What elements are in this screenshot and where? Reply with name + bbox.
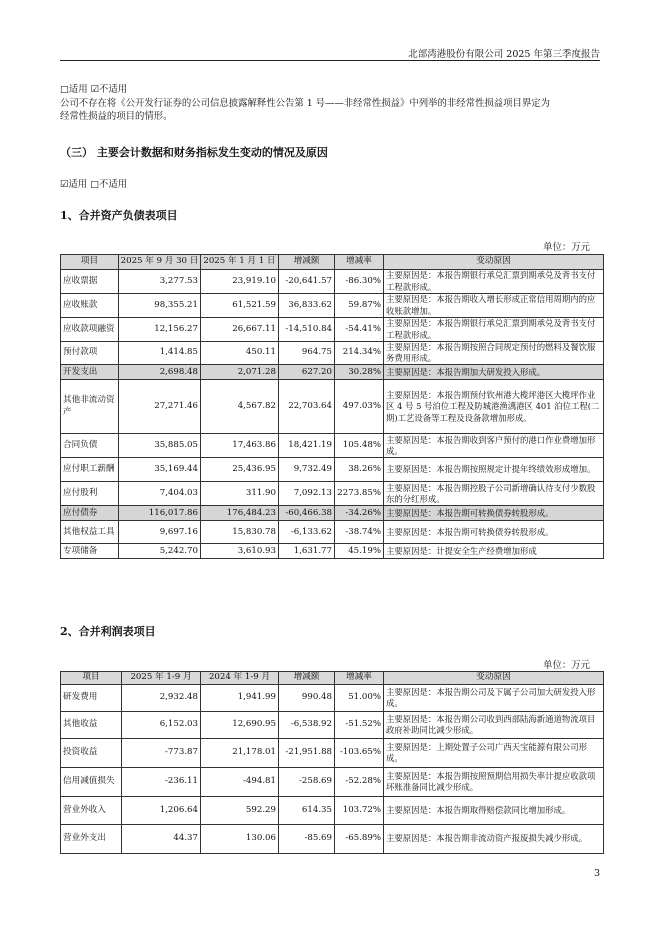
row-prior-value: 61,521.59 [201,294,279,318]
row-prior-value: 25,436.95 [201,458,279,482]
row-reason: 主要原因是：本报告期可转换债券转股形成。 [384,521,604,544]
balance-sheet-title: 1、合并资产负债表项目 [60,209,178,222]
row-reason: 主要原因是：本报告期银行承兑汇票到期承兑及背书支付工程款形成。 [384,270,604,294]
table-row [61,342,604,365]
row-reason: 主要原因是：计提安全生产经费增加形成 [384,544,604,559]
page-number: 3 [593,868,600,879]
column-header: 增减率 [335,255,384,270]
row-change-rate: 105.48% [335,434,384,458]
row-change-rate: 51.00% [335,685,384,712]
row-prior-value: 592.29 [201,797,279,825]
table-header-row [61,672,604,685]
row-item: 应收票据 [61,270,119,294]
table-row [61,685,604,712]
row-reason: 主要原因是：本报告期按照规定计提年终绩效形成增加。 [384,458,604,482]
column-header: 变动原因 [384,672,604,685]
section-3-title: （三） 主要会计数据和财务指标发生变动的情况及原因 [60,146,328,159]
table-row [61,270,604,294]
row-change-amount: 614.35 [279,797,335,825]
row-change-amount: -6,538.92 [279,712,335,739]
row-item: 应收款项融资 [61,318,119,342]
column-header: 增减额 [279,255,335,270]
nonrecurring-applicability: □适用 ☑不适用 [60,84,128,95]
row-prior-value: 2,071.28 [201,365,279,380]
row-current-value: 1,206.64 [122,797,201,825]
row-prior-value: 17,463.86 [201,434,279,458]
row-change-rate: 59.87% [335,294,384,318]
row-change-amount: 990.48 [279,685,335,712]
row-change-rate: 214.34% [335,342,384,365]
row-change-amount: 9,732.49 [279,458,335,482]
row-reason: 主要原因是：本报告期公司收到西部陆海新通道物流项目政府补助同比减少形成。 [384,712,604,739]
row-item: 应付债券 [61,506,119,521]
row-reason: 主要原因是：本报告期可转换债券转股形成。 [384,506,604,521]
row-reason: 主要原因是：本报告期银行承兑汇票到期承兑及背书支付工程款形成。 [384,318,604,342]
row-current-value: 2,698.48 [119,365,201,380]
row-item: 应付股利 [61,482,119,506]
row-current-value: 2,932.48 [122,685,201,712]
row-current-value: 5,242.70 [119,544,201,559]
row-current-value: -236.11 [122,768,201,797]
row-current-value: 12,156.27 [119,318,201,342]
row-prior-value: 3,610.93 [201,544,279,559]
row-change-rate: 497.03% [335,380,384,434]
row-change-rate: -34.26% [335,506,384,521]
report-header: 北部湾港股份有限公司 2025 年第三季度报告 [408,49,600,60]
table-row [61,365,604,380]
table-row [61,712,604,739]
nonrecurring-statement-line-1: 公司不存在将《公开发行证券的公司信息披露解释性公告第 1 号——非经常性损益》中列举的非经常性损益项目界定为 [60,98,551,109]
column-header: 增减率 [335,672,384,685]
row-item: 合同负债 [61,434,119,458]
row-item: 其他非流动资产 [61,380,119,434]
row-change-amount: -60,466.38 [279,506,335,521]
row-change-amount: 964.75 [279,342,335,365]
row-change-amount: -6,133.62 [279,521,335,544]
column-header: 2025 年 1 月 1 日 [201,255,279,270]
row-prior-value: 12,690.95 [201,712,279,739]
row-prior-value: 450.11 [201,342,279,365]
nonrecurring-statement [60,98,620,123]
row-change-amount: -14,510.84 [279,318,335,342]
table-row [61,434,604,458]
row-change-amount: -21,951.88 [279,739,335,768]
table-header-row [61,255,604,270]
row-prior-value: 130.06 [201,825,279,854]
row-change-amount: -20,641.57 [279,270,335,294]
row-change-amount: 22,703.64 [279,380,335,434]
row-prior-value: 26,667.11 [201,318,279,342]
table-row [61,521,604,544]
income-statement-unit: 单位：万元 [543,660,590,671]
row-current-value: 9,697.16 [119,521,201,544]
balance-sheet-table-wrap [60,254,604,559]
row-reason: 主要原因是：本报告期加大研发投入形成。 [384,365,604,380]
row-change-rate: -38.74% [335,521,384,544]
row-item: 预付款项 [61,342,119,365]
row-change-rate: -86.30% [335,270,384,294]
row-current-value: 116,017.86 [119,506,201,521]
column-header: 增减额 [279,672,335,685]
row-prior-value: 176,484.23 [201,506,279,521]
table-row [61,797,604,825]
row-current-value: 7,404.03 [119,482,201,506]
row-change-rate: -54.41% [335,318,384,342]
row-reason: 主要原因是：本报告期按照合同规定预付的燃料及餐饮服务费用形成。 [384,342,604,365]
row-item: 专项储备 [61,544,119,559]
column-header: 变动原因 [384,255,604,270]
row-item: 应付职工薪酬 [61,458,119,482]
table-row [61,318,604,342]
row-change-rate: -65.89% [335,825,384,854]
table-row [61,544,604,559]
row-change-rate: 38.26% [335,458,384,482]
row-change-rate: -52.28% [335,768,384,797]
row-item: 研发费用 [61,685,122,712]
row-reason: 主要原因是：本报告期非流动资产报废损失减少形成。 [384,825,604,854]
column-header: 项目 [61,255,119,270]
row-reason: 主要原因是：本报告期收入增长形成正常信用周期内的应收账款增加。 [384,294,604,318]
row-current-value: 3,277.53 [119,270,201,294]
table-row [61,294,604,318]
header-divider [60,60,600,61]
row-change-rate: -103.65% [335,739,384,768]
table-row [61,482,604,506]
row-item: 应收账款 [61,294,119,318]
row-change-rate: 45.19% [335,544,384,559]
section-3-applicability: ☑适用 □不适用 [60,179,128,190]
row-reason: 主要原因是：本报告期按照预期信用损失率计提应收款项坏账准备同比减少形成。 [384,768,604,797]
row-change-amount: 36,833.62 [279,294,335,318]
column-header: 2025 年 9 月 30 日 [119,255,201,270]
row-change-rate: 2273.85% [335,482,384,506]
row-item: 开发支出 [61,365,119,380]
row-change-amount: 7,092.13 [279,482,335,506]
row-item: 其他权益工具 [61,521,119,544]
row-reason: 主要原因是：本报告期控股子公司新增确认待支付少数股东的分红形成。 [384,482,604,506]
row-current-value: -773.87 [122,739,201,768]
table-row [61,506,604,521]
row-current-value: 35,169.44 [119,458,201,482]
row-prior-value: 311.90 [201,482,279,506]
row-current-value: 1,414.85 [119,342,201,365]
row-current-value: 6,152.03 [122,712,201,739]
nonrecurring-statement-line-2: 经常性损益的项目的情形。 [60,110,173,122]
row-current-value: 27,271.46 [119,380,201,434]
row-change-amount: -85.69 [279,825,335,854]
table-row [61,768,604,797]
row-prior-value: 23,919.10 [201,270,279,294]
table-row [61,380,604,434]
row-prior-value: -494.81 [201,768,279,797]
row-item: 营业外收入 [61,797,122,825]
balance-sheet-table [60,254,604,559]
row-item: 投资收益 [61,739,122,768]
row-current-value: 44.37 [122,825,201,854]
balance-sheet-unit: 单位：万元 [543,242,590,253]
table-row [61,739,604,768]
income-statement-title: 2、合并利润表项目 [60,625,156,638]
column-header: 2024 年 1-9 月 [201,672,279,685]
row-change-rate: -51.52% [335,712,384,739]
row-current-value: 98,355.21 [119,294,201,318]
row-prior-value: 21,178.01 [201,739,279,768]
row-reason: 主要原因是：本报告期取得赔偿款同比增加形成。 [384,797,604,825]
row-prior-value: 15,830.78 [201,521,279,544]
row-change-amount: -258.69 [279,768,335,797]
income-statement-table [60,671,604,854]
table-row [61,825,604,854]
row-item: 其他收益 [61,712,122,739]
row-reason: 主要原因是：本报告期收到客户预付的港口作业费增加形成。 [384,434,604,458]
row-reason: 主要原因是：本报告期公司及下属子公司加大研发投入形成。 [384,685,604,712]
column-header: 项目 [61,672,122,685]
row-change-amount: 18,421.19 [279,434,335,458]
row-prior-value: 1,941.99 [201,685,279,712]
row-prior-value: 4,567.82 [201,380,279,434]
row-change-amount: 627.20 [279,365,335,380]
table-row [61,458,604,482]
row-change-amount: 1,631.77 [279,544,335,559]
column-header: 2025 年 1-9 月 [122,672,201,685]
row-change-rate: 103.72% [335,797,384,825]
row-item: 信用减值损失 [61,768,122,797]
row-current-value: 35,885.05 [119,434,201,458]
income-statement-table-wrap [60,671,604,854]
row-change-rate: 30.28% [335,365,384,380]
row-reason: 主要原因是：本报告期预付钦州港大榄坪港区大榄坪作业区 4 号 5 号泊位工程及防城港渔澫港区 401 泊位工程(二期)工艺设备等工程及设备款增加形成。 [384,380,604,434]
row-item: 营业外支出 [61,825,122,854]
row-reason: 主要原因是：上期处置子公司广西天宝能源有限公司形成。 [384,739,604,768]
